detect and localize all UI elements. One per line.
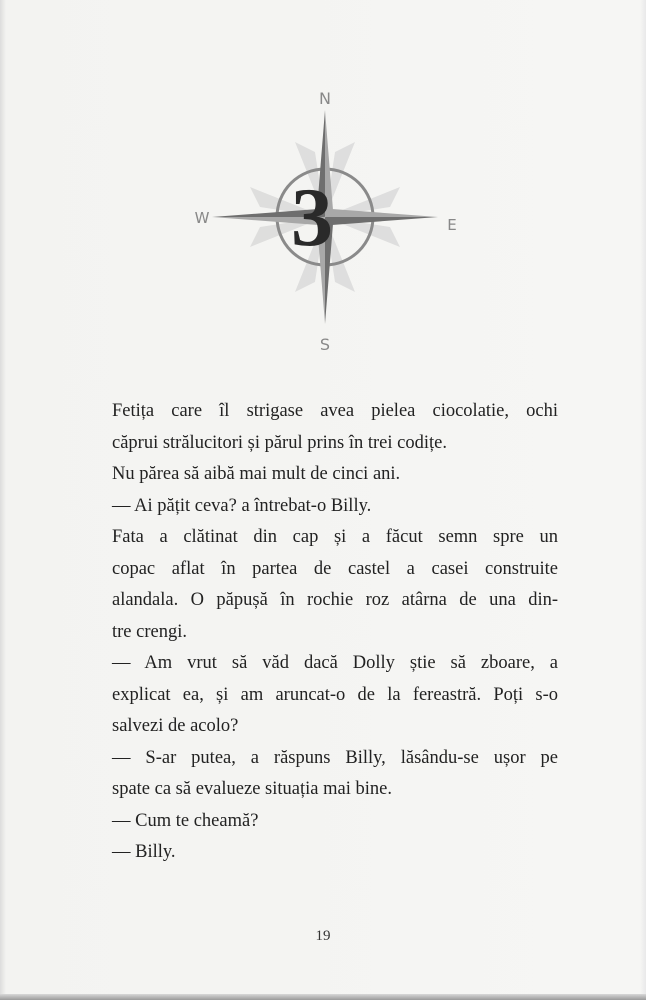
- paragraph: [112, 396, 558, 459]
- text-line: copac aflat în partea de castel a casei construite: [112, 558, 558, 579]
- paragraph: [112, 491, 558, 523]
- text-line: — Ai pățit ceva? a întrebat-o Billy.: [112, 495, 372, 516]
- text-line: Fata a clătinat din cap și a făcut semn spre un: [112, 527, 558, 547]
- paragraph: [112, 837, 558, 869]
- text-line: Fetița care îl strigase avea pielea ciocolatie, ochi: [112, 401, 558, 421]
- paragraph: [112, 459, 558, 491]
- text-line: — Am vrut să văd dacă Dolly știe să zboare, a: [112, 653, 558, 673]
- paragraph: [112, 648, 558, 743]
- text-line: — Cum te cheamă?: [112, 810, 259, 831]
- chapter-body-text: [112, 396, 558, 869]
- paragraph: [112, 806, 558, 838]
- text-line: alandala. O păpușă în rochie roz atârna de una din-: [112, 590, 558, 610]
- text-line: spate ca să evalueze situația mai bine.: [112, 779, 392, 799]
- text-line: salvezi de acolo?: [112, 716, 239, 736]
- text-line: explicat ea, și am aruncat-o de la fereastră. Poți s-o: [112, 684, 558, 705]
- text-line: căprui strălucitori și părul prins în trei codițe.: [112, 432, 447, 453]
- text-line: tre crengi.: [112, 621, 187, 642]
- text-line: — S-ar putea, a răspuns Billy, lăsându-se ușor pe: [112, 747, 558, 768]
- text-line: — Billy.: [112, 842, 176, 862]
- compass-west-label: W: [194, 209, 210, 227]
- page-bottom-edge: [0, 994, 646, 1000]
- text-line: Nu părea să aibă mai mult de cinci ani.: [112, 464, 401, 484]
- page-number: 19: [315, 928, 331, 944]
- chapter-number: 3: [291, 171, 333, 264]
- compass-east-label: E: [447, 216, 457, 234]
- compass-north-label: N: [319, 89, 331, 108]
- paragraph: [112, 522, 558, 648]
- paragraph: [112, 743, 558, 806]
- compass-south-label: S: [319, 335, 331, 352]
